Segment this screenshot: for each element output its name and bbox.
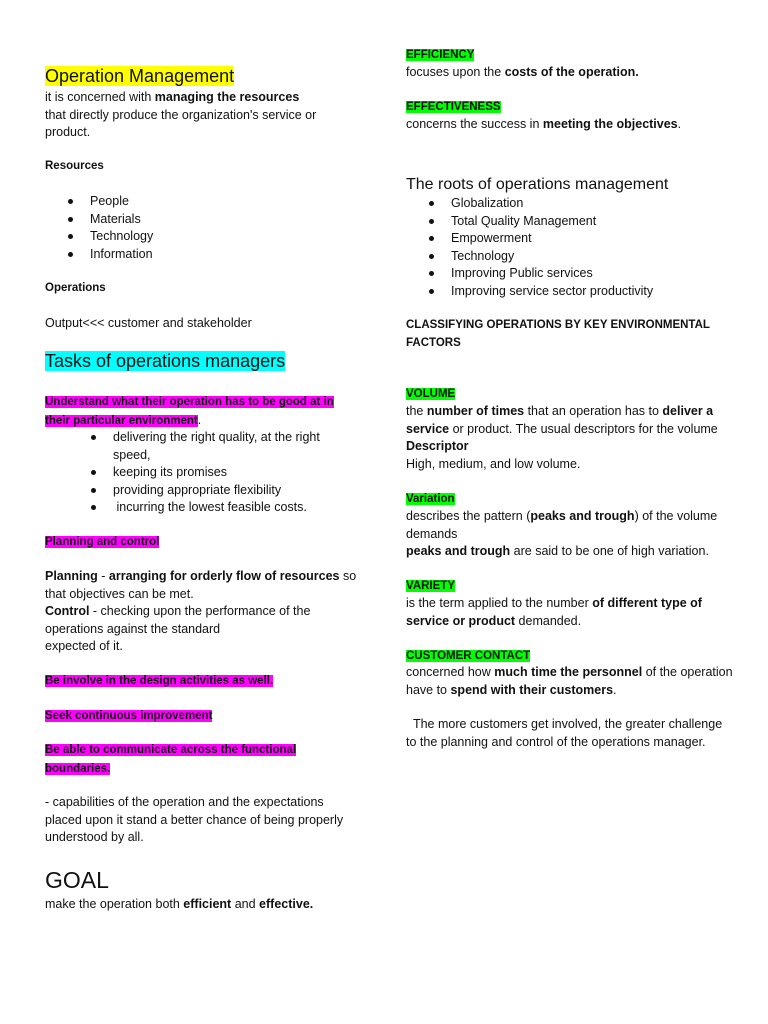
efficiency-label: EFFICIENCY <box>406 49 475 61</box>
roots-list-item: Total Quality Management <box>406 213 736 231</box>
task-improvement: Seek continuous improvement <box>45 710 213 722</box>
effectiveness-label: EFFECTIVENESS <box>406 101 501 113</box>
resource-list-item: Information <box>45 246 360 264</box>
output-line: Output<<< customer and stakeholder <box>45 316 252 330</box>
task-list-item: incurring the lowest feasible costs. <box>45 499 360 517</box>
roots-list-item: Improving Public services <box>406 265 736 283</box>
variation-label: Variation <box>406 493 455 505</box>
roots-list-item: Improving service sector productivity <box>406 283 736 301</box>
roots-list <box>406 195 736 300</box>
roots-list-item: Technology <box>406 248 736 266</box>
resource-list-item: Materials <box>45 211 360 229</box>
operations-label: Operations <box>45 282 106 294</box>
task1-list <box>45 429 360 517</box>
variation-text: describes the pattern (peaks and trough) of the volume demands peaks and trough are said to be one of high variation. <box>406 509 718 558</box>
volume-text: the number of times that an operation has to deliver a service or product. The usual descriptors for the volume Descriptor High, medium, and low volume. <box>406 404 718 471</box>
goal-heading: GOAL <box>45 867 109 893</box>
efficiency-text: focuses upon the costs of the operation. <box>406 65 639 79</box>
roots-list-item: Empowerment <box>406 230 736 248</box>
intro-paragraph: it is concerned with managing the resources that directly produce the organization's service or product. <box>45 90 317 139</box>
more-customers-paragraph: The more customers get involved, the greater challenge to the planning and control of the operations manager. <box>406 717 726 749</box>
volume-label: VOLUME <box>406 388 456 400</box>
resources-label: Resources <box>45 160 104 172</box>
variety-label: VARIETY <box>406 580 455 592</box>
variety-text: is the term applied to the number of different type of service or product demanded. <box>406 596 702 628</box>
resources-list <box>45 193 360 263</box>
task-planning: Planning and control <box>45 536 160 548</box>
tasks-heading: Tasks of operations managers <box>45 351 286 371</box>
page-title: Operation Management <box>45 66 235 86</box>
effectiveness-text: concerns the success in meeting the objectives. <box>406 117 682 131</box>
capabilities-paragraph: - capabilities of the operation and the expectations placed upon it stand a better chance of being properly understood by all. <box>45 795 344 844</box>
task-design: Be involve in the design activities as well. <box>45 675 274 687</box>
task-communicate: Be able to communicate across the functional boundaries. <box>45 744 297 775</box>
task-understand: Understand what their operation has to be good at in their particular environment. <box>45 396 334 427</box>
resource-list-item: People <box>45 193 360 211</box>
task-list-item: providing appropriate flexibility <box>45 482 360 500</box>
task-list-item: delivering the right quality, at the right speed, <box>45 429 360 464</box>
customer-contact-text: concerned how much time the personnel of the operation have to spend with their customers. <box>406 665 733 697</box>
goal-text: make the operation both efficient and effective. <box>45 897 314 911</box>
planning-control-paragraph: Planning - arranging for orderly flow of resources so that objectives can be met. Control - checking upon the performance of the operations against the standard expected of it. <box>45 569 357 653</box>
roots-heading: The roots of operations management <box>406 176 669 193</box>
section-operation-management <box>45 64 360 88</box>
task-list-item: keeping its promises <box>45 464 360 482</box>
resource-list-item: Technology <box>45 228 360 246</box>
roots-list-item: Globalization <box>406 195 736 213</box>
classifying-heading: CLASSIFYING OPERATIONS BY KEY ENVIRONMENTAL FACTORS <box>406 319 710 349</box>
customer-contact-label: CUSTOMER CONTACT <box>406 650 531 662</box>
